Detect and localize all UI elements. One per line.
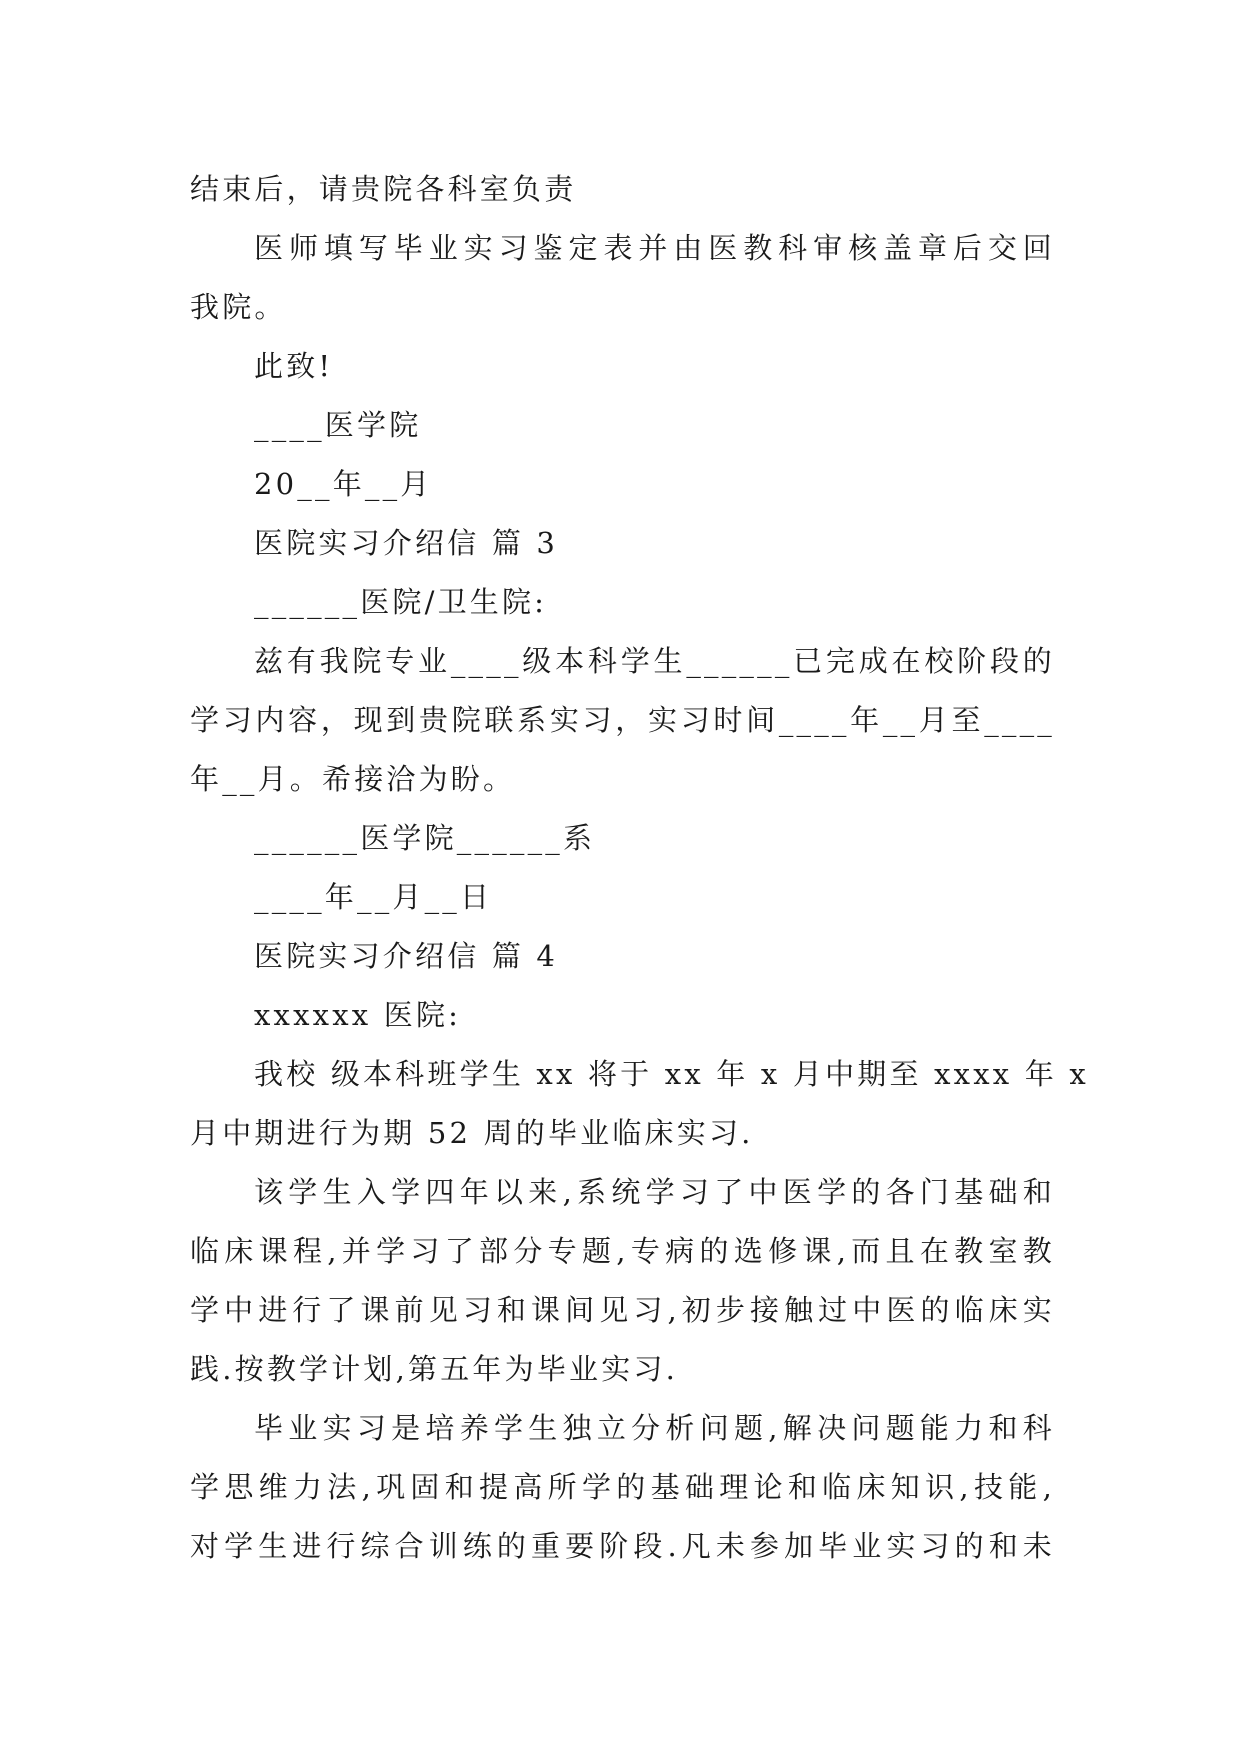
recipient-line: xxxxxx 医院: [254,998,462,1032]
text-line: 兹有我院专业____级本科学生______已完成在校阶段的 [254,644,1055,678]
text-line: 学思维力法,巩固和提高所学的基础理论和临床知识,技能, [190,1470,1055,1504]
text-line: 月中期进行为期 52 周的毕业临床实习. [190,1116,754,1150]
section-heading: 医院实习介绍信 篇 4 [254,939,559,973]
text-line: 医师填写毕业实习鉴定表并由医教科审核盖章后交回 [254,231,1055,265]
document-page [190,160,1089,1576]
recipient-line: ______医院/卫生院: [254,585,548,619]
text-line: 学中进行了课前见习和课间见习,初步接触过中医的临床实 [190,1293,1055,1327]
closing-salutation: 此致! [254,349,334,383]
signature-date: ____年__月__日 [254,880,493,914]
signature-school: ______医学院______系 [254,821,596,855]
text-line: 学习内容，现到贵院联系实习，实习时间____年__月至____ [190,703,1055,737]
signature-school: ____医学院 [254,408,422,442]
text-line: 结束后，请贵院各科室负责 [190,172,577,206]
text-line: 我校 级本科班学生 xx 将于 xx 年 x 月中期至 xxxx 年 x [254,1057,1089,1091]
text-line: 我院。 [190,290,287,324]
text-line: 对学生进行综合训练的重要阶段.凡未参加毕业实习的和未 [190,1529,1055,1563]
text-line: 临床课程,并学习了部分专题,专病的选修课,而且在教室教 [190,1234,1055,1268]
text-line: 年__月。希接洽为盼。 [190,762,516,796]
signature-date: 20__年__月 [254,467,433,501]
section-heading: 医院实习介绍信 篇 3 [254,526,559,560]
text-line: 践.按教学计划,第五年为毕业实习. [190,1352,679,1386]
text-line: 毕业实习是培养学生独立分析问题,解决问题能力和科 [254,1411,1055,1445]
text-line: 该学生入学四年以来,系统学习了中医学的各门基础和 [254,1175,1055,1209]
